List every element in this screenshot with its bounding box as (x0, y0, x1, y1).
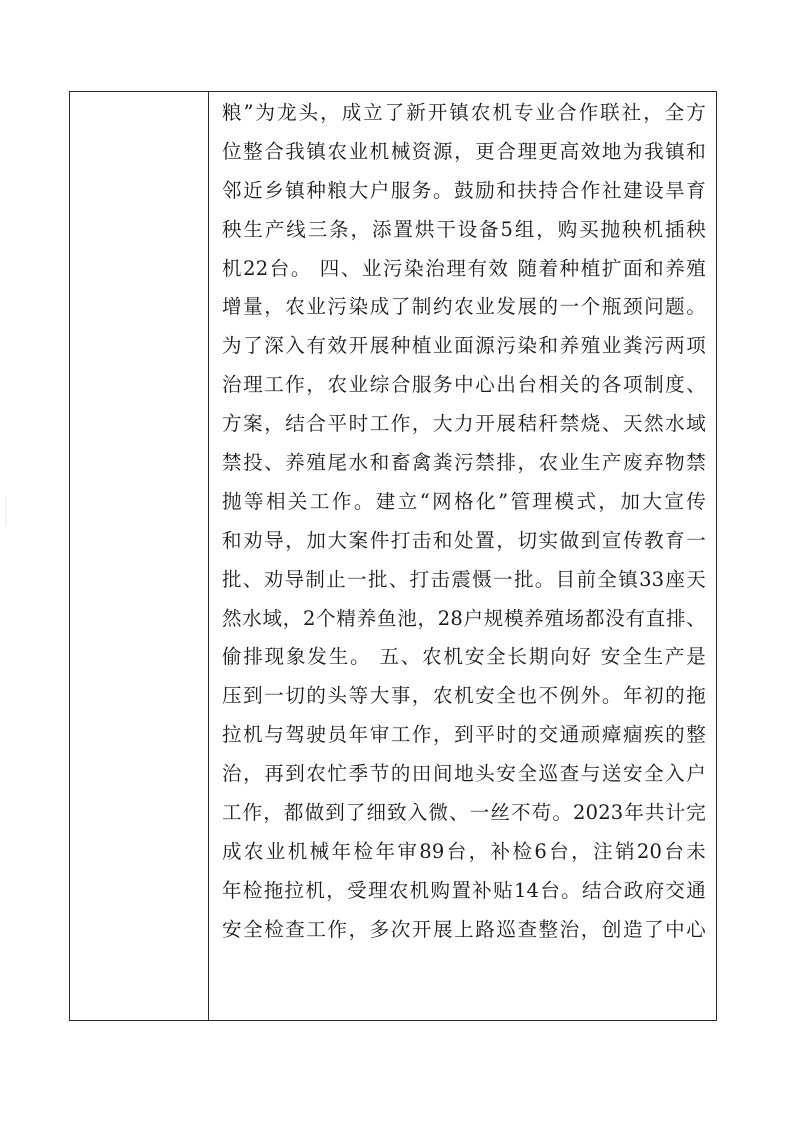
text-line: 为了深入有效开展种植业面源污染和养殖业粪污两项 (222, 334, 706, 358)
text-line: 位整合我镇农业机械资源，更合理更高效地为我镇和 (222, 139, 706, 163)
text-line: 成农业机械年检年审89台，补检6台，注销20台未 (222, 839, 706, 863)
column-divider (208, 92, 209, 1020)
text-line: 抛等相关工作。建立“网格化”管理模式，加大宣传 (222, 489, 706, 513)
text-line: 年检拖拉机，受理农机购置补贴14台。结合政府交通 (222, 878, 706, 902)
text-line: 邻近乡镇种粮大户服务。鼓励和扶持合作社建设旱育 (222, 178, 706, 202)
table-left-cell (70, 92, 208, 1020)
text-line: 工作，都做到了细致入微、一丝不苟。2023年共计完 (222, 801, 706, 825)
text-line: 安全检查工作，多次开展上路巡查整治，创造了中心 (222, 917, 706, 941)
text-line: 和劝导，加大案件打击和处置，切实做到宣传教育一 (222, 528, 706, 552)
text-line: 批、劝导制止一批、打击震慑一批。目前全镇33座天 (222, 567, 706, 591)
text-line: 治，再到农忙季节的田间地头安全巡查与送安全入户 (222, 762, 706, 786)
text-line: 偷排现象发生。 五、农机安全长期向好 安全生产是 (222, 645, 706, 669)
text-line: 治理工作，农业综合服务中心出台相关的各项制度、 (222, 373, 706, 397)
report-table (69, 91, 717, 1021)
text-line: 压到一切的头等大事，农机安全也不例外。年初的拖 (222, 684, 706, 708)
text-line: 然水域，2个精养鱼池，28户规模养殖场都没有直排、 (222, 606, 706, 630)
text-line: 机22台。 四、业污染治理有效 随着种植扩面和养殖 (222, 256, 706, 280)
text-line: 方案，结合平时工作，大力开展秸秆禁烧、天然水域 (222, 412, 706, 436)
text-line: 增量，农业污染成了制约农业发展的一个瓶颈问题。 (222, 295, 706, 319)
text-line: 禁投、养殖尾水和畜禽粪污禁排，农业生产废弃物禁 (222, 451, 706, 475)
text-line: 秧生产线三条，添置烘干设备5组，购买抛秧机插秧 (222, 217, 706, 241)
scan-margin-mark (5, 496, 7, 526)
text-line: 拉机与驾驶员年审工作，到平时的交通顽瘴痼疾的整 (222, 723, 706, 747)
text-line: 粮”为龙头，成立了新开镇农机专业合作联社，全方 (222, 101, 706, 124)
body-text-cell (222, 94, 706, 950)
